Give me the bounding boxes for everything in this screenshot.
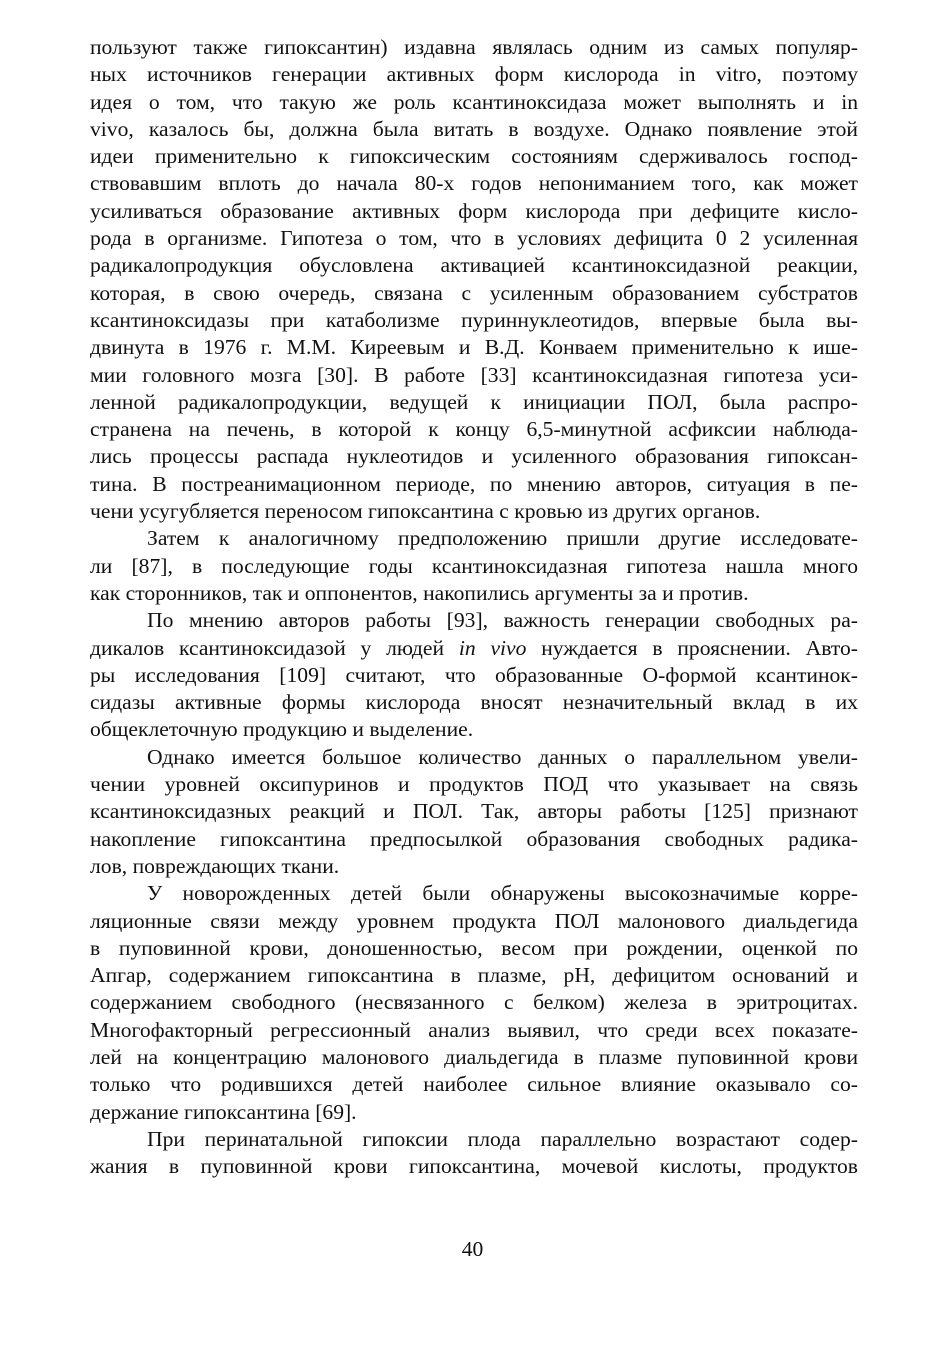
text-line: жания в пуповинной крови гипоксантина, мочевой кислоты, продуктов [90,1154,858,1179]
text-line: только что родившихся детей наиболее сильное влияние оказывало со- [90,1072,858,1097]
text-line: ры исследования [109] считают, что образованные О-формой ксантинок- [90,662,858,687]
text-line: Апгар, содержанием гипоксантина в плазме, pH, дефицитом оснований и [90,963,858,988]
text-line: ксантиноксидазных реакций и ПОЛ. Так, авторы работы [125] признают [90,799,858,824]
text-line: двинута в 1976 г. М.М. Киреевым и В.Д. Конваем применительно к ише- [90,335,858,360]
text-line: мии головного мозга [30]. В работе [33] ксантиноксидазная гипотеза уси- [90,362,858,387]
text-line: лись процессы распада нуклеотидов и усиленного образования гипоксан- [90,444,858,469]
text-line: как сторонников, так и оппонентов, накопились аргументы за и против. [90,580,749,605]
text-line: тина. В постреанимационном периоде, по мнению авторов, ситуация в пе- [90,471,858,496]
page-number: 40 [461,1237,484,1261]
text-line: ных источников генерации активных форм кислорода in vitro, поэтому [90,62,858,87]
text-line: дикалов ксантиноксидазой у людей in vivo нуждается в прояснении. Авто- [90,635,858,660]
text-line: У новорожденных детей были обнаружены высокозначимые корре- [147,881,858,906]
text-line: При перинатальной гипоксии плода параллельно возрастают содер- [147,1126,858,1151]
text-line: Затем к аналогичному предположению пришли другие исследовате- [147,526,858,551]
text-line: чении уровней оксипуринов и продуктов ПОД что указывает на связь [90,772,858,797]
text-line: лей на концентрацию малонового диальдегида в плазме пуповинной крови [90,1044,858,1069]
text-line: ляционные связи между уровнем продукта ПОЛ малонового диальдегида [90,908,858,933]
text-line: пользуют также гипоксантин) издавна являлась одним из самых популяр- [90,35,858,59]
text-line: усиливаться образование активных форм кислорода при дефиците кисло- [90,198,858,223]
text-line: По мнению авторов работы [93], важность генерации свободных ра- [147,608,858,633]
text-line: сидазы активные формы кислорода вносят незначительный вклад в их [90,690,858,715]
text-line: ленной радикалопродукции, ведущей к инициации ПОЛ, была распро- [90,389,858,414]
text-line: которая, в свою очередь, связана с усиленным образованием субстратов [90,280,858,305]
text-line: радикалопродукция обусловлена активацией ксантиноксидазной реакции, [90,253,858,278]
text-line: ли [87], в последующие годы ксантиноксидазная гипотеза нашла много [90,553,858,578]
text-line: идея о том, что такую же роль ксантиноксидаза может выполнять и in [90,89,858,114]
text-line: vivo, казалось бы, должна была витать в воздухе. Однако появление этой [90,116,858,141]
text-line: идеи применительно к гипоксическим состояниям сдерживалось господ- [90,144,858,169]
text-line: ксантиноксидазы при катаболизме пуриннуклеотидов, впервые была вы- [90,307,858,332]
paragraph [90,34,858,525]
text-line: лов, повреждающих ткани. [90,853,340,878]
text-line: рода в организме. Гипотеза о том, что в условиях дефицита 0 2 усиленная [90,226,858,251]
paragraph [90,744,858,880]
body-text [90,34,858,1180]
text-line: чени усугубляется переносом гипоксантина с кровью из других органов. [90,499,761,524]
text-line: в пуповинной крови, доношенностью, весом при рождении, оценкой по [90,935,858,960]
text-line: накопление гипоксантина предпосылкой образования свободных радика- [90,826,858,851]
text-line: Однако имеется большое количество данных о параллельном увели- [147,744,858,769]
text-line: содержанием свободного (несвязанного с белком) железа в эритроцитах. [90,990,858,1015]
paragraph [90,525,858,607]
text-line: общеклеточную продукцию и выделение. [90,717,474,742]
paragraph [90,1126,858,1181]
paragraph [90,607,858,743]
text-line: Многофакторный регрессионный анализ выявил, что среди всех показате- [90,1017,858,1042]
text-line: держание гипоксантина [69]. [90,1099,357,1124]
paragraph [90,880,858,1126]
text-line: ствовавшим вплоть до начала 80-х годов непониманием того, как может [90,171,858,196]
text-line: странена на печень, в которой к концу 6,5-минутной асфиксии наблюда- [90,417,858,442]
